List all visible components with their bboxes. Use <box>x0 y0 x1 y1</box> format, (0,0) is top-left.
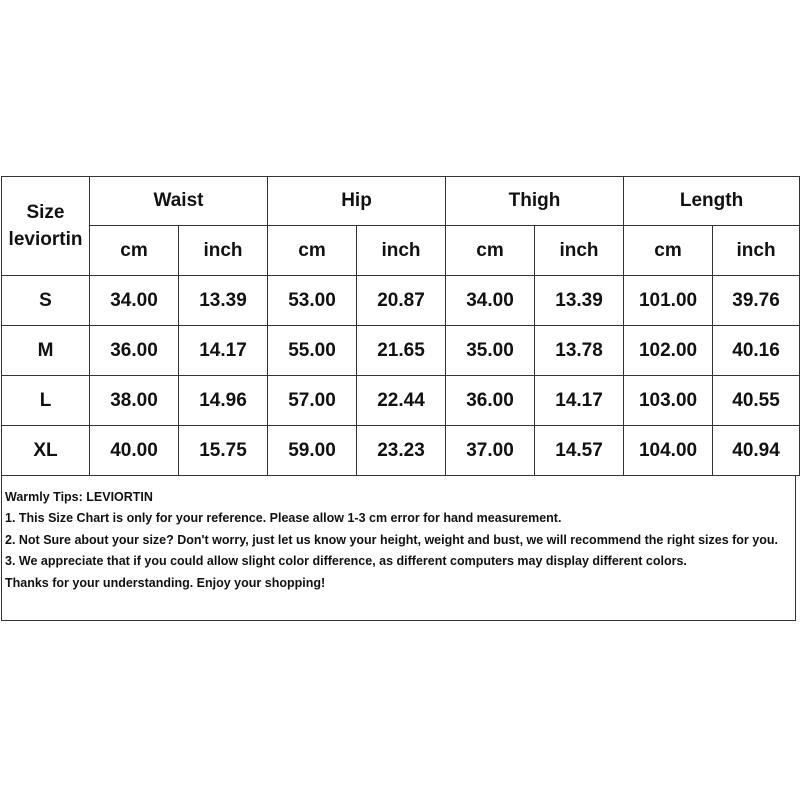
size-column-header <box>2 177 90 276</box>
table-cell: 34.00 <box>90 276 179 326</box>
table-cell: 14.57 <box>535 426 624 476</box>
table-row <box>2 326 800 376</box>
size-table <box>1 176 800 476</box>
table-cell: 23.23 <box>357 426 446 476</box>
table-cell: 38.00 <box>90 376 179 426</box>
unit-header: cm <box>624 226 713 276</box>
size-chart <box>1 176 799 621</box>
unit-header: cm <box>446 226 535 276</box>
table-cell: 22.44 <box>357 376 446 426</box>
table-cell: 14.17 <box>179 326 268 376</box>
table-cell: 21.65 <box>357 326 446 376</box>
table-row <box>2 376 800 426</box>
table-cell: 36.00 <box>446 376 535 426</box>
tips-title: Warmly Tips: LEVIORTIN <box>5 490 153 504</box>
table-cell: 14.96 <box>179 376 268 426</box>
table-cell: 40.55 <box>713 376 800 426</box>
table-cell: 104.00 <box>624 426 713 476</box>
table-cell: 15.75 <box>179 426 268 476</box>
table-cell: 35.00 <box>446 326 535 376</box>
unit-header: cm <box>90 226 179 276</box>
unit-header: inch <box>535 226 624 276</box>
tips-box <box>1 476 796 621</box>
table-cell: 20.87 <box>357 276 446 326</box>
table-cell: 37.00 <box>446 426 535 476</box>
table-header-row-units <box>2 226 800 276</box>
table-cell: 13.39 <box>535 276 624 326</box>
tips-closing: Thanks for your understanding. Enjoy your shopping! <box>5 575 326 590</box>
table-cell: 55.00 <box>268 326 357 376</box>
table-row <box>2 276 800 326</box>
unit-header: inch <box>713 226 800 276</box>
size-cell: XL <box>2 426 90 476</box>
table-cell: 36.00 <box>90 326 179 376</box>
table-cell: 13.78 <box>535 326 624 376</box>
size-header-line2: leviortin <box>8 229 83 250</box>
unit-header: inch <box>357 226 446 276</box>
table-cell: 59.00 <box>268 426 357 476</box>
size-cell: L <box>2 376 90 426</box>
unit-header: cm <box>268 226 357 276</box>
group-header-length: Length <box>624 177 800 226</box>
table-cell: 14.17 <box>535 376 624 426</box>
table-cell: 40.00 <box>90 426 179 476</box>
table-cell: 34.00 <box>446 276 535 326</box>
size-header-line1: Size <box>26 202 65 223</box>
tips-line-3: 3. We appreciate that if you could allow slight color difference, as different computers may display different colors. <box>5 554 687 569</box>
table-cell: 53.00 <box>268 276 357 326</box>
table-row <box>2 426 800 476</box>
table-cell: 40.94 <box>713 426 800 476</box>
table-cell: 13.39 <box>179 276 268 326</box>
group-header-thigh: Thigh <box>446 177 624 226</box>
table-cell: 39.76 <box>713 276 800 326</box>
table-cell: 40.16 <box>713 326 800 376</box>
table-cell: 101.00 <box>624 276 713 326</box>
unit-header: inch <box>179 226 268 276</box>
table-cell: 103.00 <box>624 376 713 426</box>
tips-line-1: 1. This Size Chart is only for your reference. Please allow 1-3 cm error for hand measurement. <box>5 511 562 526</box>
table-cell: 57.00 <box>268 376 357 426</box>
group-header-hip: Hip <box>268 177 446 226</box>
size-cell: S <box>2 276 90 326</box>
size-cell: M <box>2 326 90 376</box>
group-header-waist: Waist <box>90 177 268 226</box>
table-cell: 102.00 <box>624 326 713 376</box>
tips-line-2: 2. Not Sure about your size? Don't worry, just let us know your height, weight and bust, we will recommend the right sizes for you. <box>5 532 778 547</box>
table-header-row-groups <box>2 177 800 226</box>
